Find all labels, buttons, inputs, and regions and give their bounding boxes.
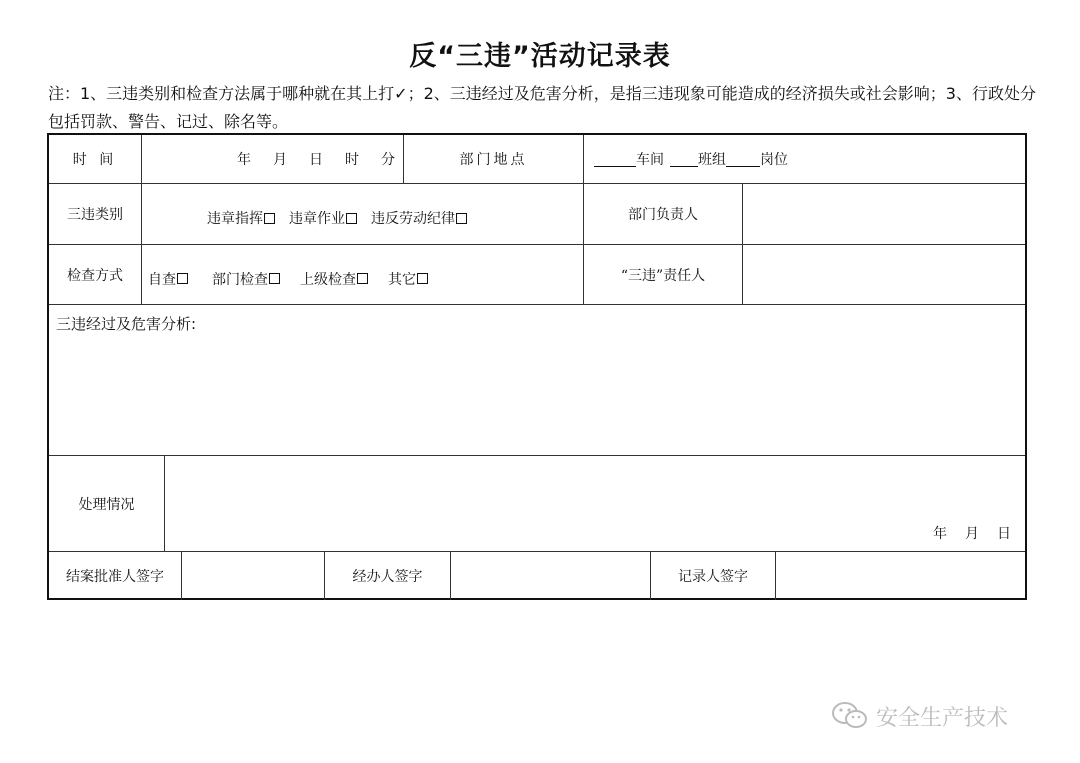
category-options	[142, 184, 583, 244]
checkbox-illegal-command[interactable]	[264, 213, 275, 224]
checkbox-other[interactable]	[417, 273, 428, 284]
wechat-icon	[830, 700, 870, 732]
approver-label: 结案批准人签字	[66, 569, 164, 585]
time-unit-month: 月	[273, 152, 287, 168]
post-label: 岗位	[760, 152, 788, 168]
option-illegal-operation: 违章作业	[289, 211, 345, 227]
option-illegal-command: 违章指挥	[207, 211, 263, 227]
checkbox-illegal-operation[interactable]	[346, 213, 357, 224]
location-field[interactable]	[584, 135, 1025, 183]
approver-signature-field[interactable]	[182, 552, 324, 600]
handling-field[interactable]	[165, 456, 1025, 551]
team-label: 班组	[698, 152, 726, 168]
option-labor-discipline: 违反劳动纪律	[371, 211, 455, 227]
form-title: 反“三违”活动记录表	[409, 41, 671, 72]
workshop-label: 车间	[636, 152, 664, 168]
time-field[interactable]	[142, 135, 403, 183]
watermark	[830, 696, 1060, 736]
analysis-field[interactable]	[49, 305, 1025, 455]
checkbox-labor-discipline[interactable]	[456, 213, 467, 224]
time-label: 时 间	[72, 152, 118, 168]
option-other: 其它	[388, 271, 416, 288]
team-blank	[670, 152, 698, 167]
analysis-label: 三违经过及危害分析:	[56, 315, 197, 333]
checkbox-superior-check[interactable]	[357, 273, 368, 284]
recorder-label: 记录人签字	[678, 569, 748, 585]
time-unit-hour: 时	[345, 152, 359, 168]
record-form	[47, 133, 1027, 600]
recorder-signature-field[interactable]	[776, 552, 1025, 600]
form-note: 注：1、三违类别和检查方法属于哪种就在其上打✓；2、三违经过及危害分析，是指三违现象可能造成的经济损失或社会影响；3、行政处分包括罚款、警告、记过、除名等。	[48, 84, 1036, 131]
method-options	[142, 245, 583, 304]
handling-month: 月	[965, 526, 979, 542]
time-unit-day: 日	[309, 152, 323, 168]
watermark-text: 安全生产技术	[876, 705, 1009, 731]
time-unit-year: 年	[237, 152, 251, 168]
option-superior-check: 上级检查	[300, 271, 356, 288]
option-self-check: 自查	[148, 271, 176, 288]
post-blank	[726, 152, 760, 167]
method-label: 检查方式	[67, 267, 123, 284]
responsible-field[interactable]	[743, 245, 1025, 304]
handling-day: 日	[997, 526, 1011, 542]
responsible-label: “三违”责任人	[620, 267, 706, 284]
dept-head-label: 部门负责人	[628, 207, 698, 223]
checkbox-dept-check[interactable]	[269, 273, 280, 284]
handler-signature-field[interactable]	[451, 552, 650, 600]
location-label: 部门地点	[459, 152, 528, 168]
option-dept-check: 部门检查	[212, 271, 268, 288]
time-unit-minute: 分	[381, 152, 395, 168]
dept-head-field[interactable]	[743, 184, 1025, 244]
handling-year: 年	[933, 526, 947, 542]
workshop-blank	[594, 152, 636, 167]
checkbox-self-check[interactable]	[177, 273, 188, 284]
handling-label: 处理情况	[78, 496, 135, 513]
category-label: 三违类别	[67, 207, 123, 223]
handler-label: 经办人签字	[352, 569, 423, 585]
